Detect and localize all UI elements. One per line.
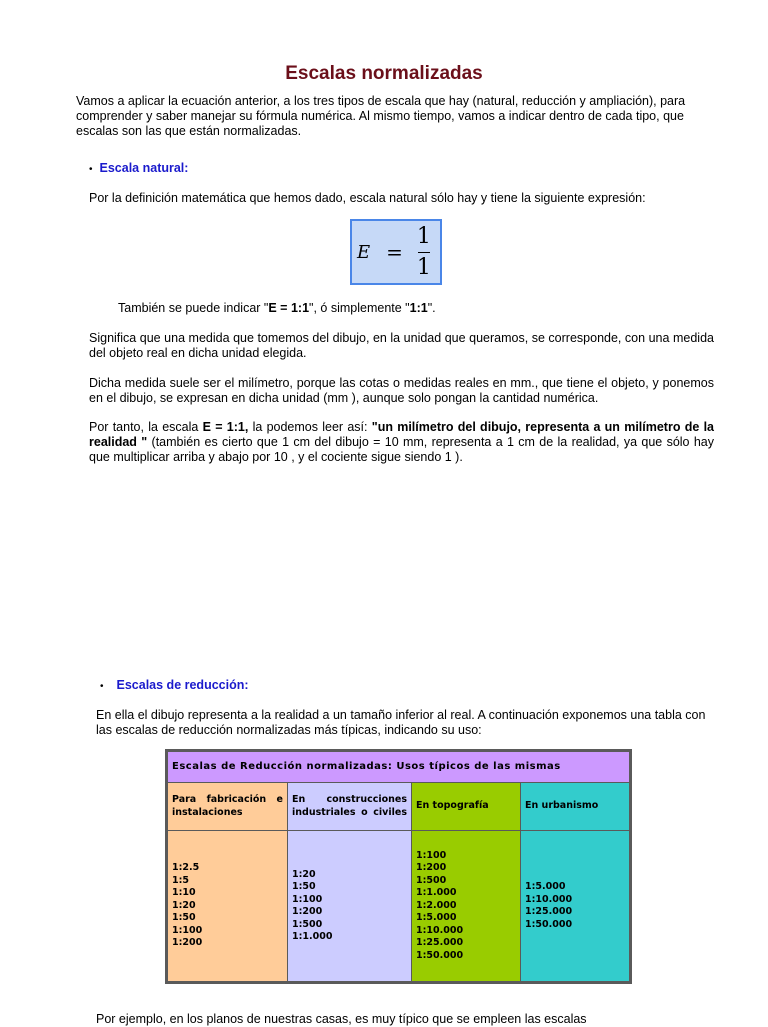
scale-value: 1:1.000	[292, 931, 333, 942]
header-topography: En topografía	[412, 783, 521, 831]
scale-value: 1:20	[292, 868, 316, 880]
scale-value: 1:2.000	[416, 899, 457, 911]
alt-simple: 1:1	[409, 301, 428, 315]
natural-reading	[89, 420, 714, 465]
scales-urbanism	[521, 831, 630, 982]
scale-value: 1:100	[416, 849, 447, 861]
section-natural-heading	[89, 161, 188, 177]
scale-value: 1:25.000	[416, 937, 464, 949]
formula-fraction	[417, 225, 431, 280]
intro-paragraph: Vamos a aplicar la ecuación anterior, a los tres tipos de escala que hay (natural, reducción y ampliación), para comprender y saber manejar su fórmula numérica. Al mismo tiempo, vamos a indicar dentro de cada tipo, que escalas son las que están normalizadas.	[76, 94, 686, 138]
scale-value: 1:10.000	[416, 924, 464, 936]
scale-value: 1:500	[416, 874, 447, 886]
scale-value: 1:10.000	[525, 893, 573, 905]
read-expression: E = 1:1,	[202, 420, 249, 434]
natural-alt-notation	[118, 301, 436, 316]
alt-prefix: También se puede indicar "	[118, 301, 269, 315]
scales-topography	[412, 831, 521, 982]
scale-value: 1:2.5	[172, 862, 200, 874]
scale-value: 1:5	[172, 874, 190, 886]
bullet-icon: •	[89, 164, 93, 175]
scale-value: 1:5.000	[416, 912, 457, 924]
natural-definition: Por la definición matemática que hemos dado, escala natural sólo hay y tiene la siguiente expresión:	[89, 191, 646, 205]
header-urbanism: En urbanismo	[521, 783, 630, 831]
scale-value: 1:500	[292, 918, 323, 930]
read-quote: "un milímetro del dibujo, representa a un milímetro de la realidad "	[89, 420, 714, 449]
natural-meaning: Significa que una medida que tomemos del dibujo, en la unidad que queramos, se corresponde, con una medida del objeto real en dicha unidad elegida.	[89, 331, 714, 360]
read-prefix: Por tanto, la escala	[89, 420, 203, 434]
scale-value: 1:200	[416, 862, 447, 874]
scale-value: 1:1.000	[416, 887, 457, 899]
formula-lhs: E	[357, 241, 371, 263]
natural-formula	[350, 219, 442, 285]
header-fabrication: Para fabricación e instalaciones	[168, 783, 288, 831]
alt-mid: ", ó simplemente "	[309, 301, 410, 315]
scale-value: 1:200	[172, 937, 203, 949]
header-construction: En construcciones industriales o civiles	[288, 783, 412, 831]
scales-table	[167, 751, 630, 982]
scale-value: 1:200	[292, 906, 323, 917]
natural-millimeter: Dicha medida suele ser el milímetro, porque las cotas o medidas reales en mm., que tiene el objeto, y ponemos en el dibujo, se expresan en dicha unidad (mm ), aunque solo pongan la cantidad numérica.	[89, 376, 714, 405]
scale-value: 1:50	[292, 881, 316, 892]
section-reduction-label: Escalas de reducción:	[116, 678, 249, 692]
scale-value: 1:100	[172, 924, 203, 936]
fraction-bar	[418, 252, 430, 253]
scale-value: 1:5.000	[525, 881, 566, 892]
scales-construction	[288, 831, 412, 982]
scale-value: 1:50.000	[416, 949, 464, 961]
table-caption: Escalas de Reducción normalizadas: Usos típicos de las mismas	[168, 752, 630, 783]
scale-value: 1:10	[172, 887, 196, 899]
scale-value: 1:25.000	[525, 906, 573, 917]
formula-numerator: 1	[416, 223, 431, 249]
alt-suffix: ".	[427, 301, 436, 315]
section-reduction-heading	[100, 678, 249, 694]
scale-value: 1:100	[292, 893, 323, 905]
section-natural-label: Escala natural:	[99, 161, 189, 175]
formula-equals: =	[386, 239, 403, 264]
page-title: Escalas normalizadas	[285, 63, 483, 84]
scale-value: 1:20	[172, 899, 196, 911]
reduction-description: En ella el dibujo representa a la realidad a un tamaño inferior al real. A continuación exponemos una tabla con las escalas de reducción normalizadas más típicas, indicando su uso:	[96, 708, 706, 737]
bullet-icon: •	[100, 681, 104, 692]
scale-value: 1:50	[172, 912, 196, 924]
alt-expression: E = 1:1	[268, 301, 310, 315]
reduction-scales-table	[165, 749, 632, 984]
scale-value: 1:50.000	[525, 918, 573, 930]
read-suffix: (también es cierto que 1 cm del dibujo = 10 mm, representa a 1 cm de la realidad, ya que sólo hay que multiplicar arriba y abajo por 10 , y el cociente sigue siendo 1 ).	[89, 435, 714, 464]
reduction-example: Por ejemplo, en los planos de nuestras casas, es muy típico que se empleen las escalas	[96, 1012, 587, 1026]
scales-fabrication	[168, 831, 288, 982]
formula-denominator: 1	[416, 254, 431, 280]
read-mid: la podemos leer así:	[248, 420, 372, 434]
